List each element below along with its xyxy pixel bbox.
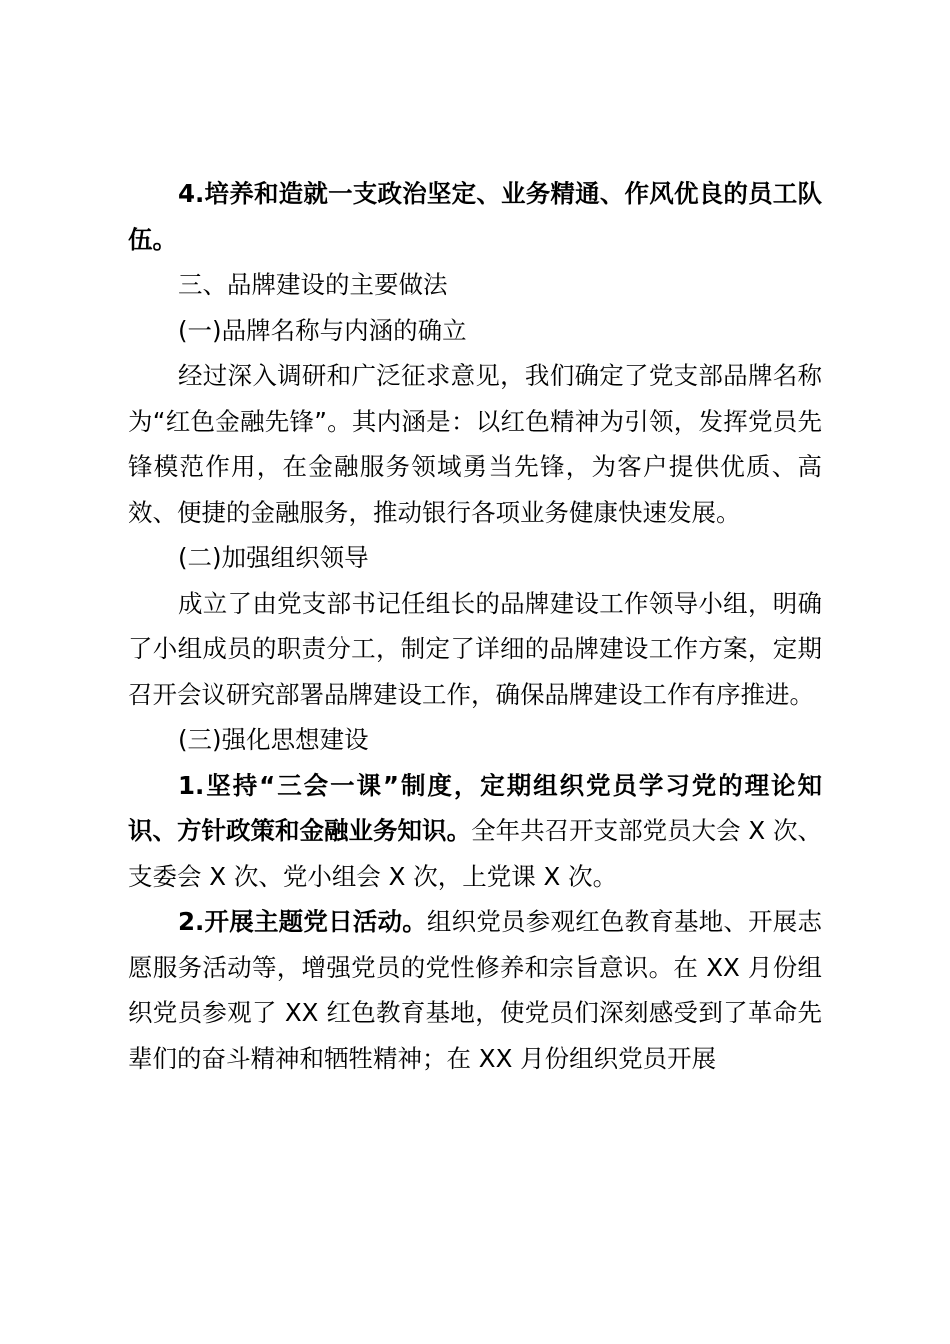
paragraph-three-meetings-body: 全年共召开支部党员大会 X 次、支委会 X 次、党小组会 X 次，上党课 X 次。	[128, 816, 823, 891]
paragraph-theme-party-day	[128, 899, 822, 1081]
paragraph-three-meetings-lead: 1.坚持“三会一课”制度，定期组织党员学习党的理论知识、方针政策和金融业务知识。	[128, 770, 822, 845]
subheading-organization-leadership: (二)加强组织领导	[178, 543, 369, 572]
paragraph-theme-party-day-body: 组织党员参观红色教育基地、开展志愿服务活动等，增强党员的党性修养和宗旨意识。在 XX 月份组织党员参观了 XX 红色教育基地，使党员们深刻感受到了革命先辈们的奋斗精神和牺牲精神；在 XX 月份组织党员开展	[128, 907, 823, 1073]
paragraph-organization-leadership: 成立了由党支部书记任组长的品牌建设工作领导小组，明确了小组成员的职责分工，制定了详细的品牌建设工作方案，定期召开会议研究部署品牌建设工作，确保品牌建设工作有序推进。	[128, 588, 822, 709]
paragraph-three-meetings	[128, 763, 822, 900]
document-body	[128, 171, 822, 1081]
paragraph-theme-party-day-lead: 2.开展主题党日活动。	[178, 907, 427, 936]
section-heading-brand-practices: 三、品牌建设的主要做法	[178, 270, 448, 299]
subheading-ideological-building: (三)强化思想建设	[178, 725, 369, 754]
paragraph-team-building: 4.培养和造就一支政治坚定、业务精通、作风优良的员工队伍。	[128, 179, 822, 254]
subheading-brand-name: (一)品牌名称与内涵的确立	[178, 315, 467, 345]
paragraph-brand-name: 经过深入调研和广泛征求意见，我们确定了党支部品牌名称为“红色金融先锋”。其内涵是：以红色精神为引领，发挥党员先锋模范作用，在金融服务领域勇当先锋，为客户提供优质、高效、便捷的金融服务，推动银行各项业务健康快速发展。	[128, 361, 822, 527]
